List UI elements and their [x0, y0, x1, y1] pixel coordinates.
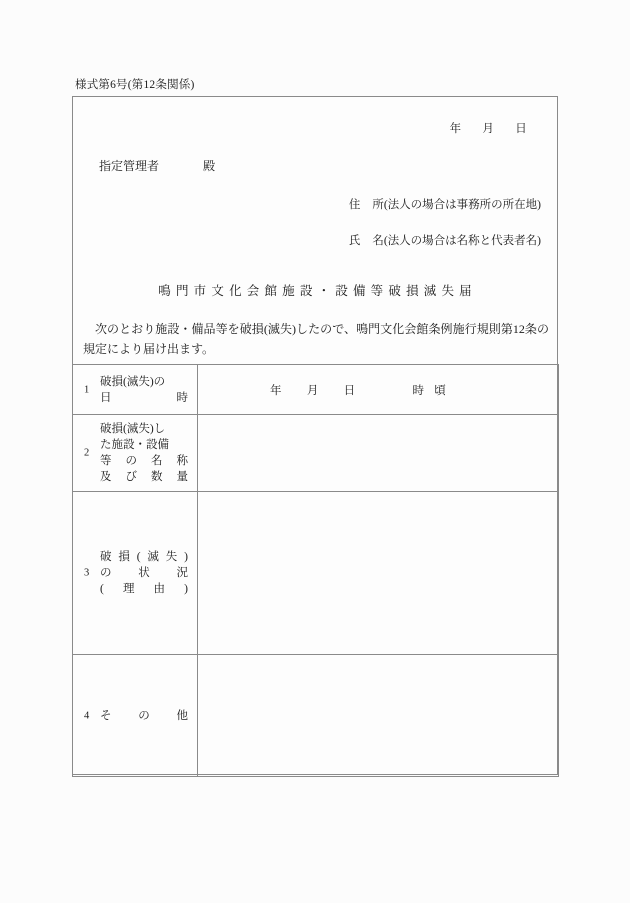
row-2-label-line-4: [100, 469, 188, 485]
date-month-label: 月: [482, 123, 495, 135]
body-paragraph: 次のとおり施設・備品等を破損(滅失)したので、鳴門文化会館条例施行規則第12条の規定により届け出ます。: [83, 322, 549, 356]
row-4-number: 4: [84, 710, 90, 721]
row-3-l3-c: 由: [153, 583, 166, 595]
row-1-label-line-2: [100, 390, 188, 406]
row-2-l3-c: 名: [151, 455, 163, 467]
row-3-l1-a: 破: [100, 551, 112, 563]
row-2-label-text: [100, 421, 188, 485]
row-3-label-cell: [73, 492, 198, 655]
row-3-l3-a: (: [100, 583, 104, 595]
row-4-label-text: [100, 708, 188, 724]
row-4-l1-c: 他: [176, 709, 188, 722]
row-2-l3-a: 等: [100, 455, 112, 467]
document-title: 鳴門市文化会館施設・設備等破損滅失届: [158, 284, 477, 298]
row-2-l4-c: 数: [151, 471, 163, 483]
row-3-label-line-2: [100, 565, 188, 581]
row-2-label-line-1: 破損(滅失)し: [100, 423, 166, 435]
addressee-line: [99, 157, 215, 174]
row-1-value-cell[interactable]: [198, 365, 559, 415]
row-3-value-cell[interactable]: [198, 492, 559, 655]
date-line: [450, 120, 527, 136]
row-1-label-text: [100, 374, 188, 406]
row-2-value-cell[interactable]: [198, 415, 559, 492]
row-2-l4-d: 量: [176, 471, 188, 483]
row-1-label-cell: [73, 365, 198, 415]
row-3-l2-a: の: [100, 567, 112, 579]
row-1-label-line-2-b: 時: [176, 391, 188, 404]
row-1-label-line-2-a: 日: [100, 391, 112, 404]
row-2-number: 2: [84, 447, 90, 459]
row-2-label-line-3: [100, 453, 188, 469]
damage-month-label: 月: [306, 384, 319, 397]
table-row: [73, 655, 559, 777]
row-2-l3-d: 称: [176, 455, 188, 467]
table-row: [73, 492, 559, 655]
name-note: (法人の場合は名称と代表者名): [383, 235, 541, 247]
address-label: 住: [348, 199, 361, 211]
damage-datetime-field[interactable]: [198, 382, 558, 398]
name-label-2: 名: [372, 235, 384, 247]
row-4-l1-b: の: [138, 709, 150, 722]
address-label-2: 所: [372, 199, 384, 211]
row-3-label-line-3: [100, 581, 188, 597]
row-2-l4-b: び: [125, 471, 137, 483]
row-3-l2-b: 状: [138, 567, 150, 579]
row-3-label-line-1: [100, 549, 188, 565]
address-note: (法人の場合は事務所の所在地): [383, 199, 541, 211]
table-row: [73, 365, 559, 415]
row-3-l2-c: 況: [176, 567, 188, 579]
row-3-l1-f: ): [184, 551, 188, 563]
damage-approx-label: 頃: [434, 384, 447, 397]
row-2-l3-b: の: [125, 455, 137, 467]
damage-day-label: 日: [343, 384, 356, 397]
date-day-label: 日: [515, 123, 527, 135]
addressee-honorific: 殿: [203, 159, 216, 173]
name-label: 氏: [348, 235, 361, 247]
row-3-l1-e: 失: [165, 551, 178, 563]
row-2-label-line-2: た施設・設備: [100, 439, 169, 451]
row-3-l3-d: ): [184, 583, 188, 595]
table-row: [73, 415, 559, 492]
signature-name-field: [349, 232, 541, 248]
row-1-label-line-1: 破損(滅失)の: [100, 375, 166, 388]
date-year-label: 年: [449, 123, 462, 135]
row-2-label-cell: [73, 415, 198, 492]
row-3-l1-c: (: [136, 551, 141, 563]
row-3-l1-b: 損: [118, 551, 130, 563]
signature-address-field: [349, 196, 541, 212]
damage-hour-label: 時: [412, 384, 425, 397]
row-4-label-line-1: [100, 708, 188, 724]
row-3-l1-d: 滅: [147, 551, 159, 563]
row-3-l3-b: 理: [122, 583, 135, 595]
form-container: [72, 96, 558, 775]
row-4-label-cell: [73, 655, 198, 777]
row-4-l1-a: そ: [100, 709, 112, 722]
form-number-caption: 様式第6号(第12条関係): [75, 79, 195, 91]
row-1-number: 1: [84, 384, 90, 395]
row-3-number: 3: [84, 567, 90, 579]
damage-year-label: 年: [270, 384, 282, 397]
row-3-label-text: [100, 549, 188, 597]
row-2-l4-a: 及: [100, 471, 112, 483]
row-4-value-cell[interactable]: [198, 655, 559, 777]
report-table: [72, 364, 559, 777]
form-header-section: [73, 97, 557, 364]
addressee-name: 指定管理者: [99, 159, 160, 173]
